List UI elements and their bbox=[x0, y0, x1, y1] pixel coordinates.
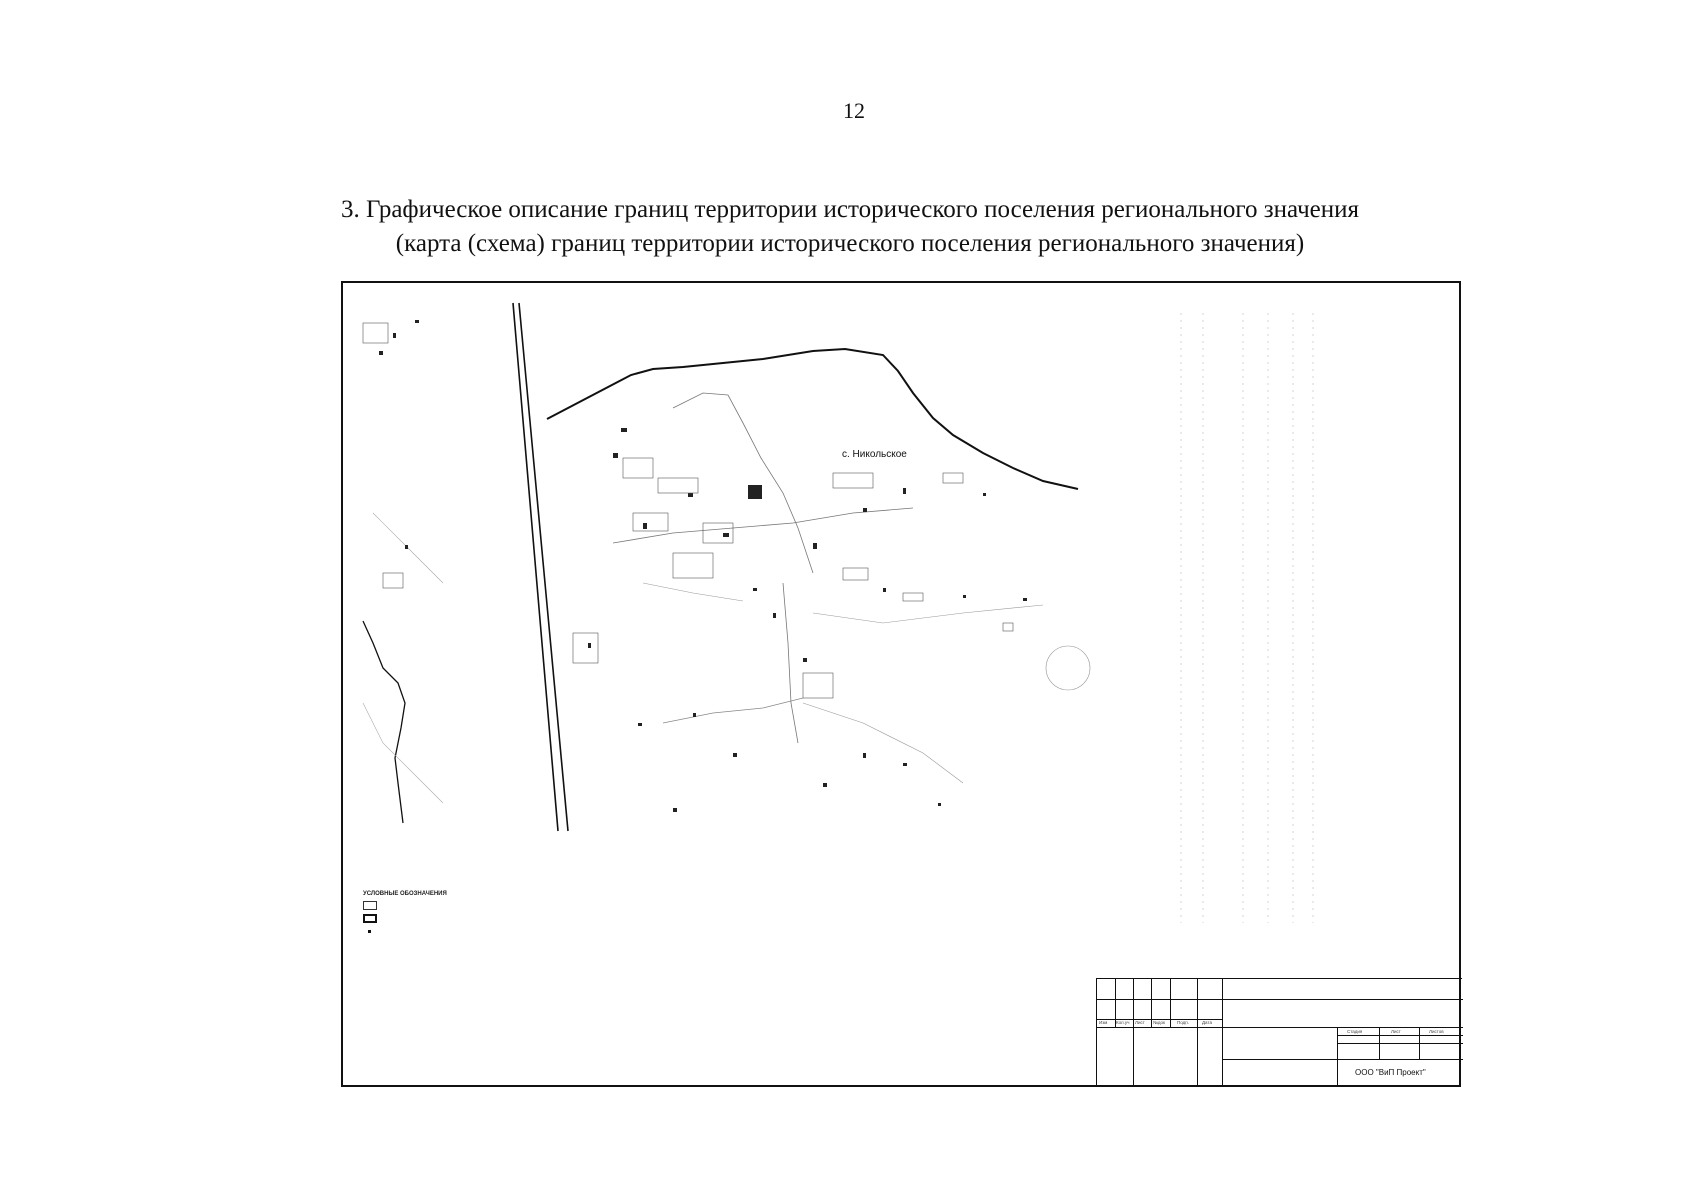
map-drawing bbox=[343, 283, 1459, 1085]
heading-line-2: (карта (схема) границ территории исторического поселения регионального значения) bbox=[395, 230, 1305, 257]
page-number: 12 bbox=[843, 98, 865, 123]
road-line-left bbox=[513, 303, 558, 831]
legend-row bbox=[363, 914, 503, 923]
map-legend bbox=[363, 891, 503, 940]
road-line-right bbox=[519, 303, 568, 831]
legend-row bbox=[363, 901, 503, 910]
tb-listov: Листов bbox=[1429, 1029, 1444, 1034]
tb-col-list: Лист bbox=[1135, 1020, 1145, 1025]
heading-line-1: 3. Графическое описание границ территории исторического поселения регионального значения bbox=[340, 196, 1360, 223]
legend-thin-boundary-symbol bbox=[363, 901, 377, 910]
tb-col-kol: Кол.уч bbox=[1116, 1020, 1130, 1025]
drawing-title-block bbox=[1096, 978, 1462, 1086]
tb-col-izm: Изм bbox=[1099, 1020, 1108, 1025]
tb-col-ndok: №док bbox=[1153, 1020, 1165, 1025]
settlement-boundary bbox=[547, 349, 1078, 489]
tb-list: Лист bbox=[1391, 1029, 1401, 1034]
legend-point-symbol bbox=[363, 927, 377, 936]
tb-col-podp: Подп. bbox=[1177, 1020, 1189, 1025]
tb-stadia: Стадия bbox=[1347, 1029, 1363, 1034]
settlement-label: с. Никольское bbox=[842, 449, 907, 460]
tb-company: ООО "ВиП Проект" bbox=[1355, 1068, 1426, 1077]
river-boundary bbox=[363, 621, 405, 823]
legend-thick-boundary-symbol bbox=[363, 914, 377, 923]
legend-title: УСЛОВНЫЕ ОБОЗНАЧЕНИЯ bbox=[363, 891, 447, 897]
boundary-map bbox=[341, 281, 1461, 1087]
tb-col-data: Дата bbox=[1202, 1020, 1212, 1025]
page-heading bbox=[250, 193, 1450, 261]
legend-row bbox=[363, 927, 503, 936]
